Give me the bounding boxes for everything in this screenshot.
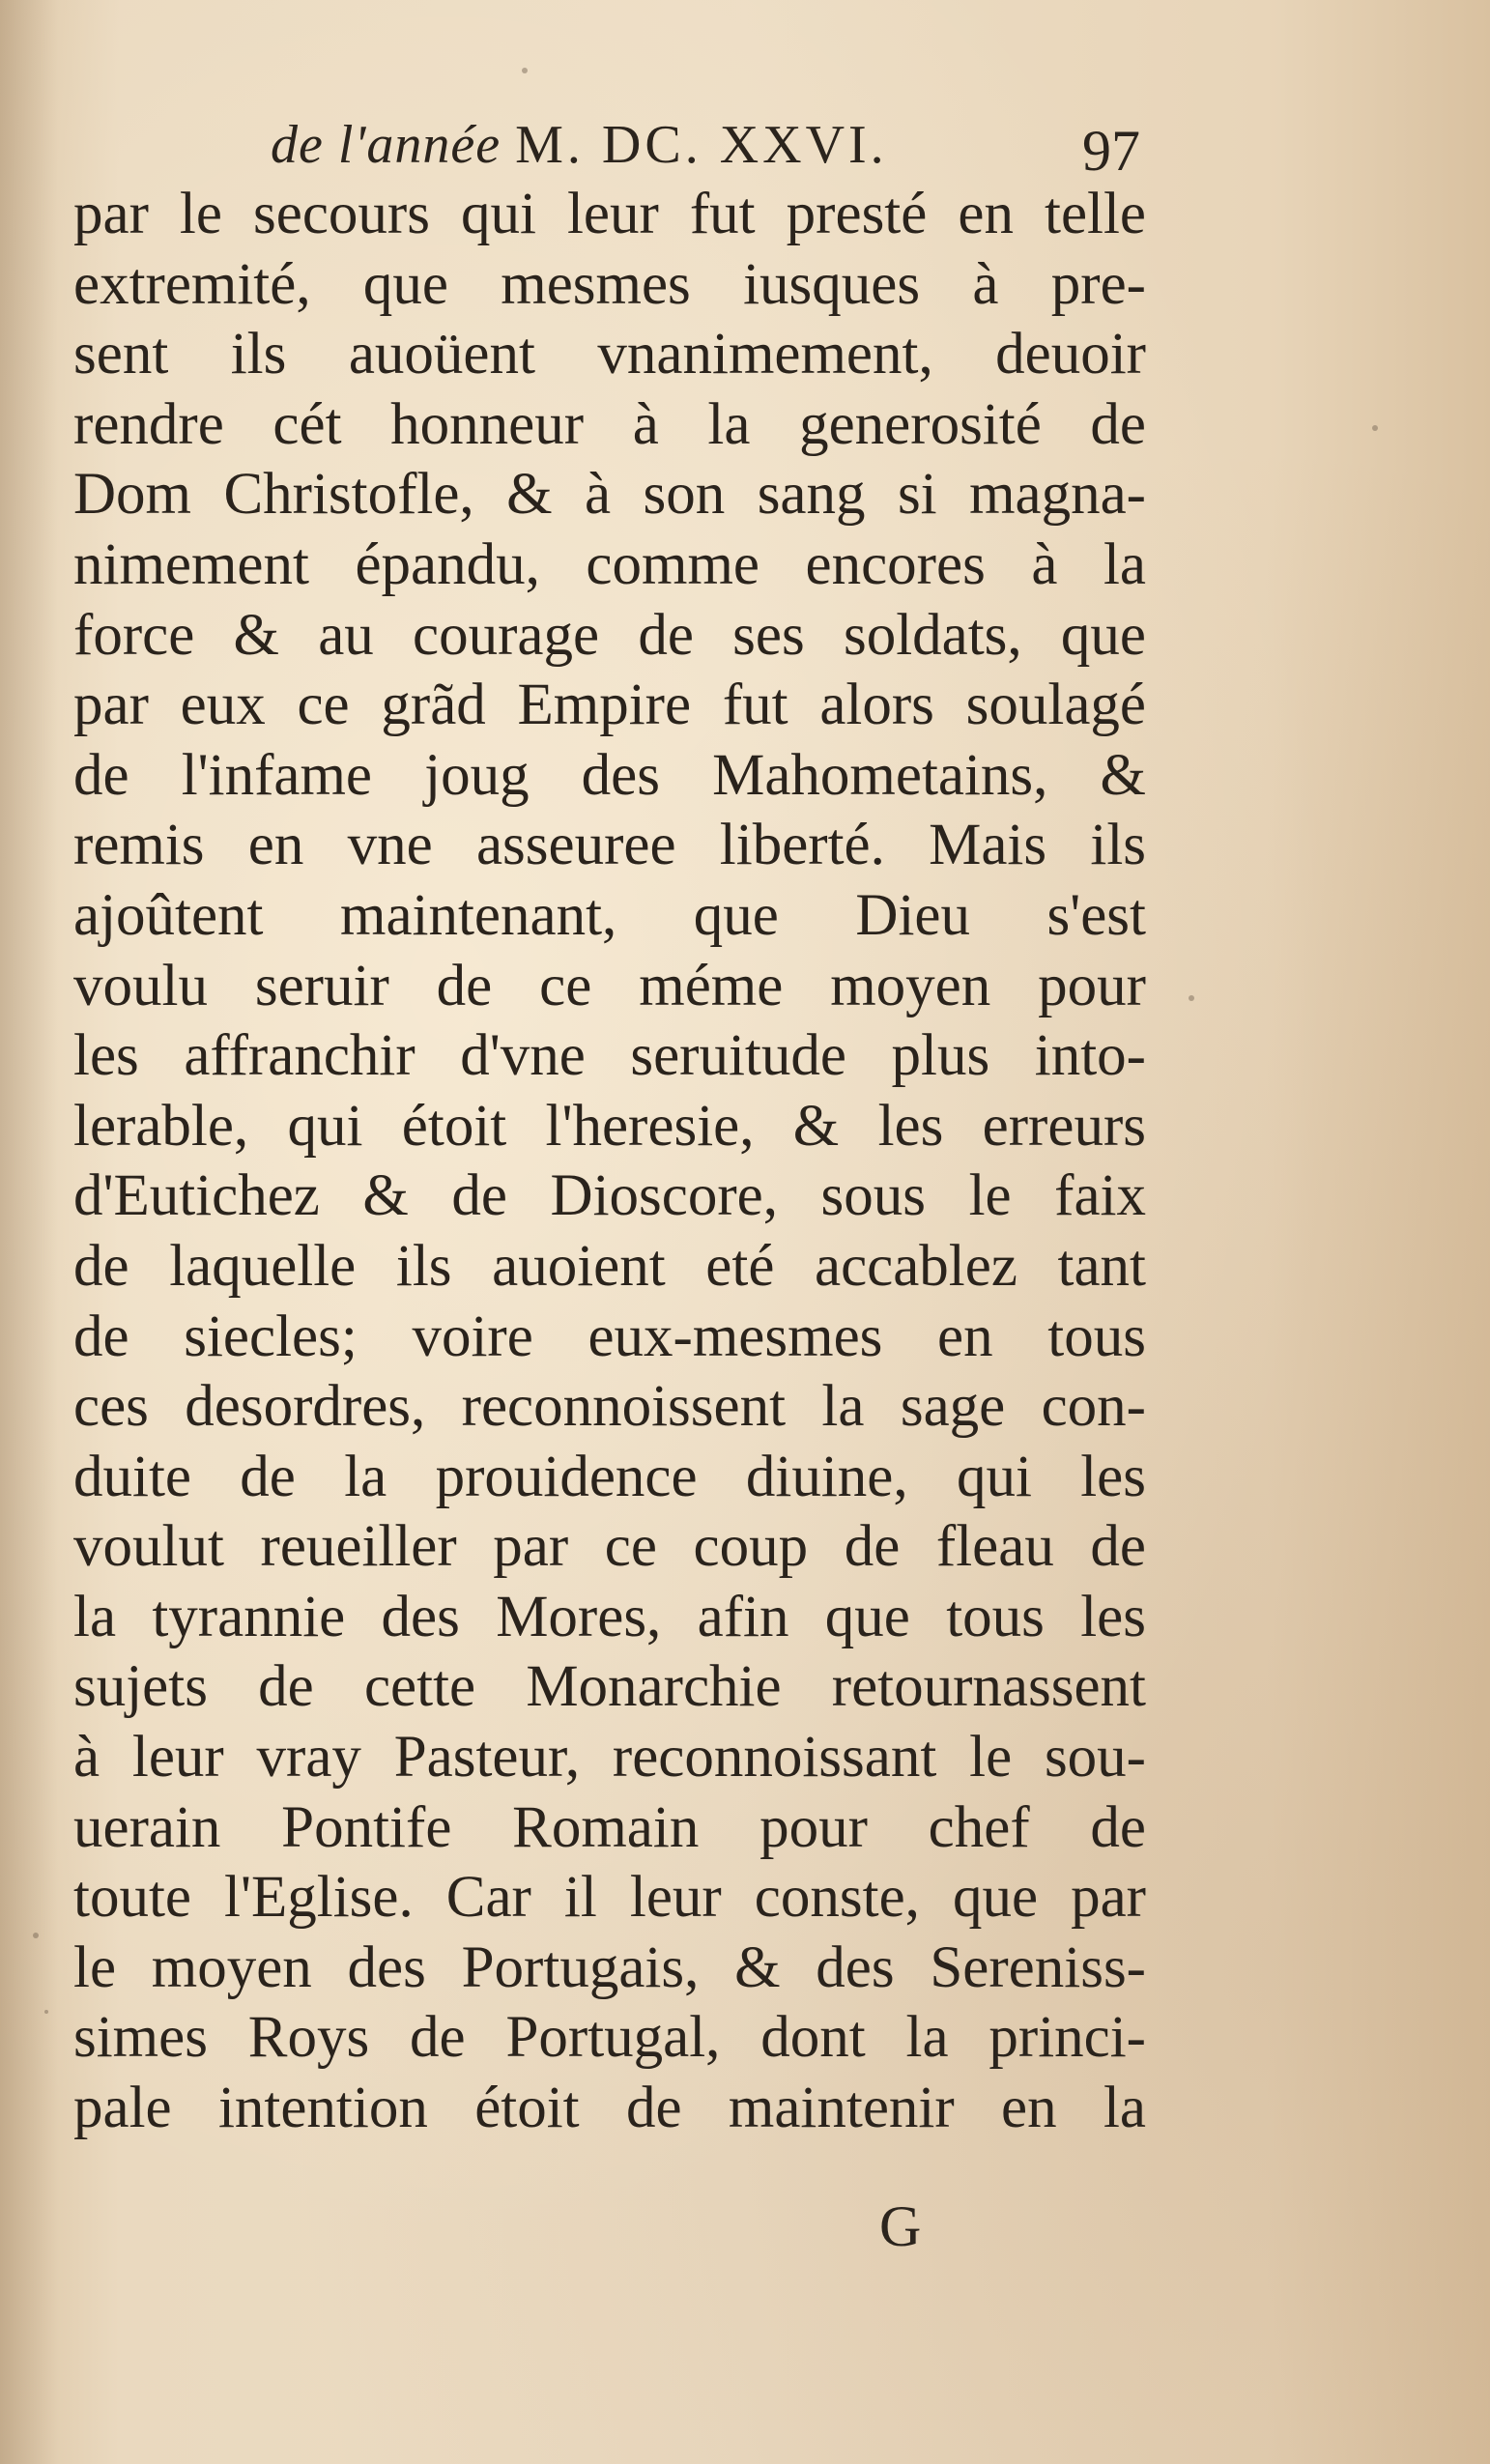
text-line: remis en vne asseuree liberté. Mais ils [73, 813, 1146, 878]
text-line: pale intention étoit de maintenir en la [73, 2076, 1146, 2141]
text-line: ajoûtent maintenant, que Dieu s'est [73, 882, 1146, 948]
text-line: Dom Christofle, & à son sang si magna- [73, 462, 1146, 528]
text-line: les affranchir d'vne seruitude plus into- [73, 1023, 1146, 1089]
text-line: voulut reueiller par ce coup de fleau de [73, 1514, 1146, 1580]
text-line: le moyen des Portugais, & des Sereniss- [73, 1934, 1146, 2000]
text-line: ces desordres, reconnoissent la sage con- [73, 1374, 1146, 1440]
text-line: toute l'Eglise. Car il leur conste, que par [73, 1865, 1146, 1931]
text-line: simes Roys de Portugal, dont la princi- [73, 2005, 1146, 2071]
text-line: d'Eutichez & de Dioscore, sous le faix [73, 1163, 1146, 1229]
text-line: rendre cét honneur à la generosité de [73, 391, 1146, 457]
running-title [271, 114, 888, 176]
text-line: par le secours qui leur fut presté en telle [73, 182, 1146, 246]
text-line: force & au courage de ses soldats, que [73, 602, 1146, 668]
page-number: 97 [1082, 119, 1140, 183]
body-text [73, 180, 1146, 2144]
text-line: par eux ce grãd Empire fut alors soulagé [73, 673, 1146, 738]
running-title-year: M. DC. XXVI. [515, 115, 888, 175]
text-line: de laquelle ils auoient eté accablez tant [73, 1233, 1146, 1299]
text-line: extremité, que mesmes iusques à pre- [73, 251, 1146, 317]
text-line: voulu seruir de ce méme moyen pour [73, 953, 1146, 1018]
running-title-italic: de l'année [271, 115, 501, 175]
text-line: nimement épandu, comme encores à la [73, 531, 1146, 597]
signature-mark: G [879, 2194, 922, 2258]
text-line: lerable, qui étoit l'heresie, & les erreurs [73, 1093, 1146, 1159]
text-line: de l'infame joug des Mahometains, & [73, 742, 1146, 808]
text-line: la tyrannie des Mores, afin que tous les [73, 1584, 1146, 1649]
text-line: sent ils auoüent vnanimement, deuoir [73, 322, 1146, 387]
text-line: uerain Pontife Romain pour chef de [73, 1794, 1146, 1860]
text-line: sujets de cette Monarchie retournassent [73, 1654, 1146, 1720]
text-line: duite de la prouidence diuine, qui les [73, 1444, 1146, 1509]
text-line: de siecles; voire eux-mesmes en tous [73, 1304, 1146, 1369]
text-line: à leur vray Pasteur, reconnoissant le sou- [73, 1725, 1146, 1791]
